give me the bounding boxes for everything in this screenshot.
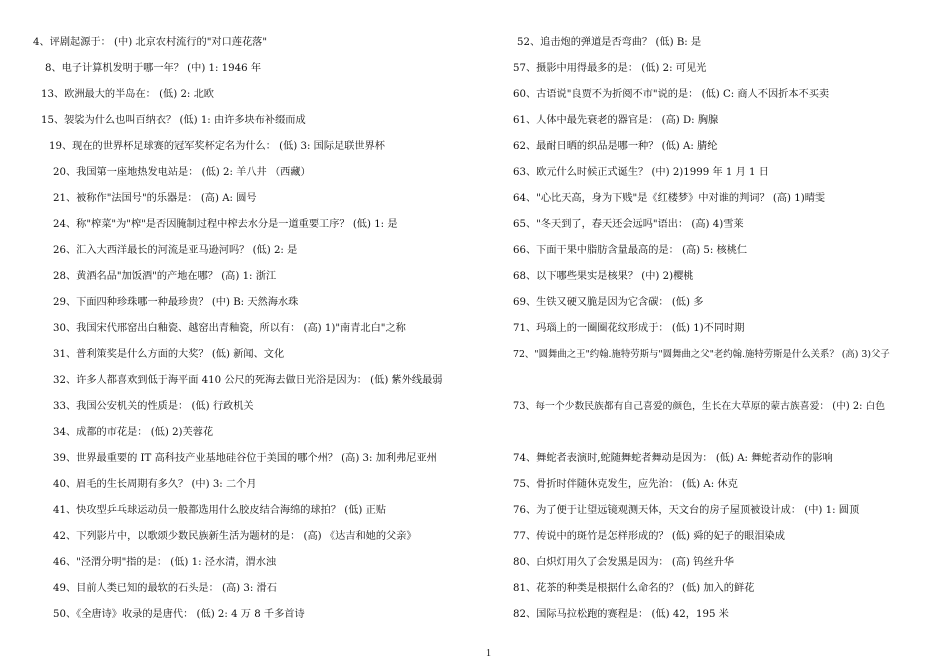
question-item-39: 39、世界最重要的 IT 高科技产业基地硅谷位于美国的哪个州？ (高) 3: 加利弗尼亚州 bbox=[53, 453, 437, 464]
question-item-8: 8、电子计算机发明于哪一年？ (中) 1: 1946 年 bbox=[45, 63, 262, 74]
question-item-76: 76、为了便于让望远镜观测天体，天文台的房子屋顶被设计成： (中) 1: 圆顶 bbox=[513, 505, 860, 516]
question-item-77: 77、传说中的斑竹是怎样形成的？ (低) 舜的妃子的眼泪染成 bbox=[513, 531, 785, 542]
question-item-40: 40、眉毛的生长周期有多久？ (中) 3: 二个月 bbox=[53, 479, 257, 490]
question-item-34: 34、成都的市花是： (低) 2)芙蓉花 bbox=[53, 427, 214, 438]
question-item-33: 33、我国公安机关的性质是： (低) 行政机关 bbox=[53, 401, 254, 412]
question-item-28: 28、黄酒名品"加饭酒"的产地在哪？ (高) 1: 浙江 bbox=[53, 271, 277, 282]
question-item-52: 52、追击炮的弹道是否弯曲？ (低) B: 是 bbox=[517, 37, 702, 48]
question-item-66: 66、下面干果中脂肪含量最高的是： (高) 5: 核桃仁 bbox=[513, 245, 748, 256]
question-item-30: 30、我国宋代邢窑出白釉瓷、越窑出青釉瓷，所以有： (高) 1)"南青北白"之称 bbox=[53, 323, 406, 334]
question-item-60: 60、古语说"良贾不为折阅不市"说的是： (低) C: 商人不因折本不买卖 bbox=[513, 89, 830, 100]
question-item-19: 19、现在的世界杯足球赛的冠军奖杯定名为什么： (低) 3: 国际足联世界杯 bbox=[49, 141, 385, 152]
question-item-46: 46、"泾渭分明"指的是： (低) 1: 泾水清，渭水浊 bbox=[53, 557, 277, 568]
question-item-69: 69、生铁又硬又脆是因为它含碳： (低) 多 bbox=[513, 297, 704, 308]
question-item-68: 68、以下哪些果实是核果？ (中) 2)樱桃 bbox=[513, 271, 694, 282]
question-item-31: 31、普利策奖是什么方面的大奖？ (低) 新闻、文化 bbox=[53, 349, 285, 360]
question-item-75: 75、骨折时伴随休克发生，应先治： (低) A: 休克 bbox=[513, 479, 738, 490]
question-item-24: 24、称"榨菜"为"榨"是否因腌制过程中榨去水分是一道重要工序？ (低) 1: 是 bbox=[53, 219, 398, 230]
question-item-15: 15、袈裟为什么也叫百纳衣？ (低) 1: 由许多块布补缀而成 bbox=[41, 115, 306, 126]
question-item-41: 41、快攻型乒乓球运动员一般都选用什么胶皮结合海绵的球拍？ (低) 正贴 bbox=[53, 505, 387, 516]
question-item-20: 20、我国第一座地热发电站是： (低) 2: 羊八井 （西藏） bbox=[53, 167, 311, 178]
question-item-4: 4、评剧起源于： (中) 北京农村流行的"对口莲花落" bbox=[33, 37, 268, 48]
question-item-21: 21、被称作"法国号"的乐器是： (高) A: 圆号 bbox=[53, 193, 257, 204]
question-item-49: 49、目前人类已知的最软的石头是： (高) 3: 滑石 bbox=[53, 583, 277, 594]
question-item-71: 71、玛瑙上的一圈圈花纹形成于： (低) 1)不同时期 bbox=[513, 323, 745, 334]
question-item-32: 32、许多人都喜欢到低于海平面 410 公尺的死海去做日光浴是因为： (低) 紫外线最弱 bbox=[53, 375, 443, 386]
question-item-72: 72、"圆舞曲之王"约翰.施特劳斯与"圆舞曲之父"老约翰.施特劳斯是什么关系？ (高) 3)父子 bbox=[513, 349, 890, 360]
page-number: 1 bbox=[486, 648, 491, 659]
question-item-64: 64、"心比天高，身为下贱"是《红楼梦》中对谁的判词？ (高) 1)晴雯 bbox=[513, 193, 826, 204]
question-item-62: 62、最耐日晒的织品是哪一种？ (低) A: 腈纶 bbox=[513, 141, 718, 152]
question-item-65: 65、"冬天到了，春天还会远吗"语出： (高) 4)雪莱 bbox=[513, 219, 744, 230]
question-item-29: 29、下面四种珍珠哪一种最珍贵？ (中) B: 天然海水珠 bbox=[53, 297, 299, 308]
question-item-82: 82、国际马拉松跑的赛程是： (低) 42，195 米 bbox=[513, 609, 729, 620]
question-item-42: 42、下列影片中，以歌颂少数民族新生活为题材的是： (高) 《达吉和她的父亲》 bbox=[53, 531, 417, 542]
question-item-80: 80、白炽灯用久了会发黑是因为： (高) 钨丝升华 bbox=[513, 557, 734, 568]
question-item-61: 61、人体中最先衰老的器官是： (高) D: 胸腺 bbox=[513, 115, 719, 126]
question-item-57: 57、摄影中用得最多的是： (低) 2: 可见光 bbox=[513, 63, 707, 74]
question-item-13: 13、欧洲最大的半岛在： (低) 2: 北欧 bbox=[41, 89, 214, 100]
question-item-73: 73、每一个少数民族都有自己喜爱的颜色，生长在大草原的蒙古族喜爱： (中) 2: 白色 bbox=[513, 401, 886, 412]
question-item-74: 74、舞蛇者表演时,蛇随舞蛇者舞动是因为： (低) A: 舞蛇者动作的影响 bbox=[513, 453, 833, 464]
question-item-50: 50、《全唐诗》收录的是唐代： (低) 2: 4 万 8 千多首诗 bbox=[53, 609, 305, 620]
question-item-63: 63、欧元什么时候正式诞生？ (中) 2)1999 年 1 月 1 日 bbox=[513, 167, 769, 178]
question-item-81: 81、花茶的种类是根据什么命名的？ (低) 加入的鲜花 bbox=[513, 583, 755, 594]
question-item-26: 26、汇入大西洋最长的河流是亚马逊河吗？ (低) 2: 是 bbox=[53, 245, 298, 256]
